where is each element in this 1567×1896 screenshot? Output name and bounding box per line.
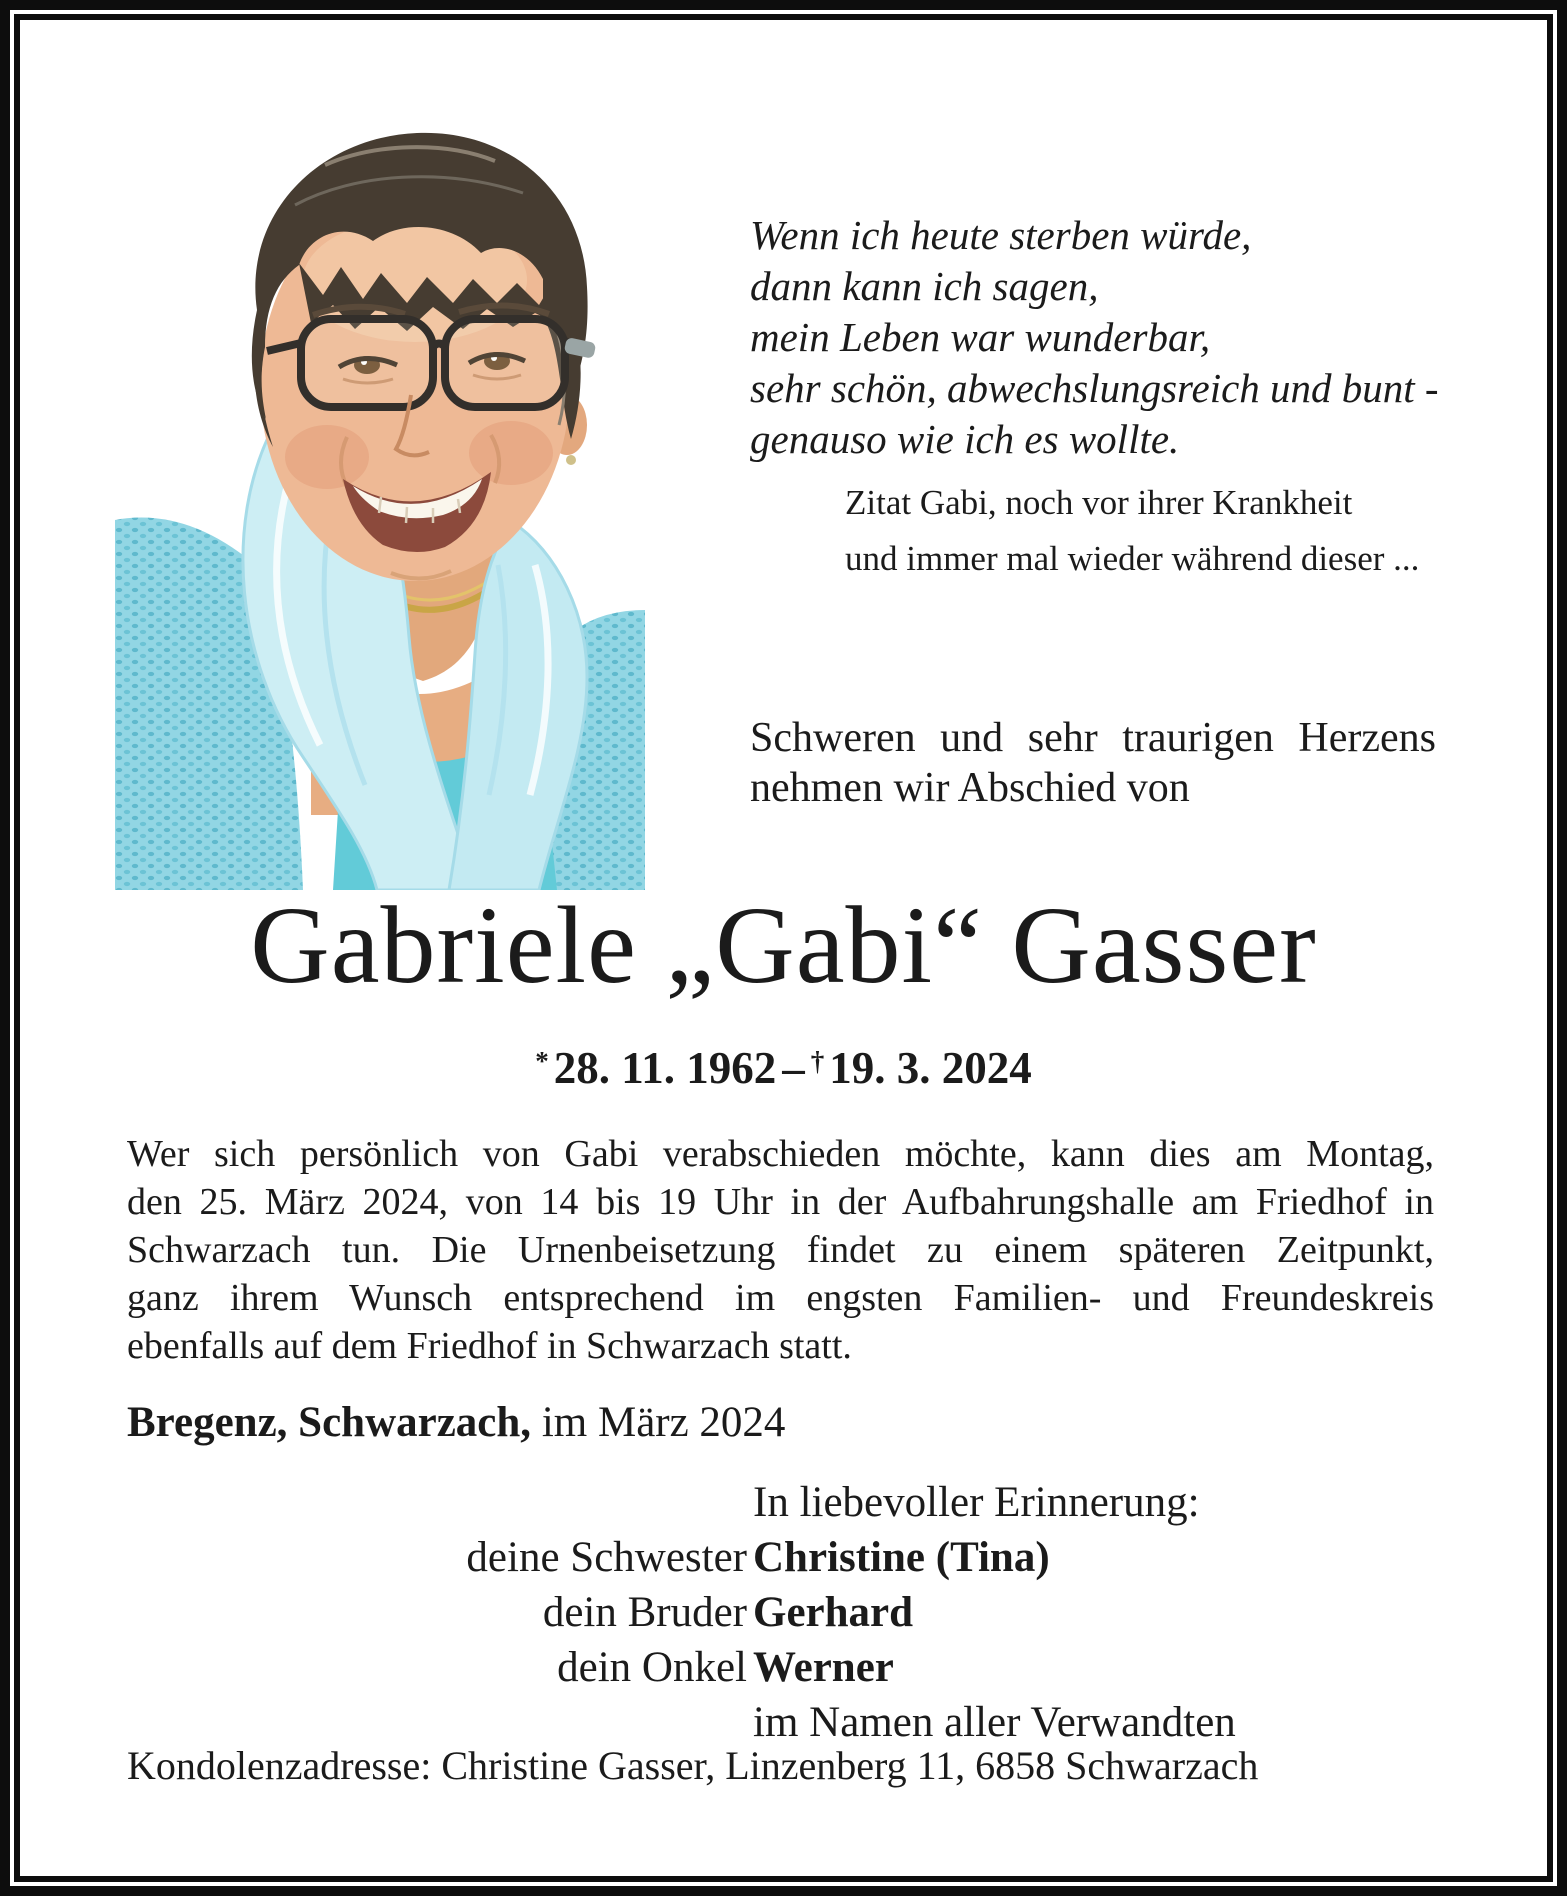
- memorial-heading: In liebevoller Erinnerung:: [753, 1479, 1200, 1526]
- glasses: [267, 319, 587, 407]
- life-dates: [20, 1042, 1547, 1094]
- farewell-intro: [750, 713, 1436, 813]
- birth-date: 28. 11. 1962: [553, 1043, 777, 1093]
- announcement-line: den 25. März 2024, von 14 bis 19 Uhr in der Aufbahrungshalle am Friedhof in: [127, 1181, 1434, 1223]
- month-year: im März 2024: [531, 1399, 786, 1446]
- announcement-line: ganz ihrem Wunsch entsprechend im engsten Familien- und Freundeskreis: [127, 1277, 1434, 1319]
- mourner-name: Gerhard: [753, 1589, 914, 1636]
- place-date-line: [127, 1398, 785, 1447]
- mourner-row: [127, 1585, 1367, 1640]
- place-names: Bregenz, Schwarzach,: [127, 1399, 532, 1446]
- memorial-heading-row: [127, 1475, 1367, 1530]
- intro-line: Schweren und sehr traurigen Herzens: [750, 715, 1436, 761]
- frame-pinstripe: [10, 10, 1557, 1886]
- mourners-block: [127, 1475, 1367, 1750]
- earring: [566, 455, 576, 465]
- cheek: [469, 421, 553, 485]
- memorial-spacer: [127, 1475, 747, 1530]
- announcement-line: Wer sich persönlich von Gabi verabschieden möchte, kann dies am Montag,: [127, 1133, 1434, 1175]
- date-separator: –: [782, 1043, 805, 1093]
- memorial-closing: im Namen aller Verwandten: [753, 1699, 1236, 1746]
- quote-attribution-line: und immer mal wieder während dieser ...: [845, 539, 1420, 578]
- quote-attribution: [845, 475, 1419, 587]
- condolence-address: Kondolenzadresse: Christine Gasser, Linzenberg 11, 6858 Schwarzach: [127, 1743, 1259, 1788]
- obituary-content: [14, 14, 1553, 1882]
- quote-line: Wenn ich heute sterben würde,: [750, 212, 1252, 258]
- birth-star-icon: *: [535, 1045, 549, 1076]
- mourner-row: [127, 1530, 1367, 1585]
- deceased-name: Gabriele „Gabi“ Gasser: [250, 884, 1317, 1006]
- announcement-line: ebenfalls auf dem Friedhof in Schwarzach statt.: [127, 1325, 852, 1367]
- opening-quote: [750, 210, 1439, 465]
- quote-attribution-line: Zitat Gabi, noch vor ihrer Krankheit: [845, 483, 1353, 522]
- quote-line: sehr schön, abwechslungsreich und bunt -: [750, 365, 1439, 411]
- quote-line: dann kann ich sagen,: [750, 263, 1099, 309]
- quote-line: genauso wie ich es wollte.: [750, 416, 1180, 462]
- mourner-name: Christine (Tina): [753, 1534, 1050, 1581]
- announcement-paragraph: [127, 1130, 1434, 1370]
- mourner-role: dein Bruder: [542, 1589, 747, 1636]
- death-cross-icon: †: [810, 1045, 825, 1076]
- cheek: [285, 425, 369, 489]
- death-date: 19. 3. 2024: [829, 1043, 1032, 1093]
- mourner-name: Werner: [753, 1644, 894, 1691]
- intro-line: nehmen wir Abschied von: [750, 765, 1190, 811]
- mourner-row: [127, 1640, 1367, 1695]
- mourner-role: deine Schwester: [466, 1534, 747, 1581]
- mourner-role: dein Onkel: [557, 1644, 747, 1691]
- portrait-photo: [115, 95, 645, 890]
- quote-line: mein Leben war wunderbar,: [750, 314, 1211, 360]
- announcement-line: Schwarzach tun. Die Urnenbeisetzung findet zu einem späteren Zeitpunkt,: [127, 1229, 1434, 1271]
